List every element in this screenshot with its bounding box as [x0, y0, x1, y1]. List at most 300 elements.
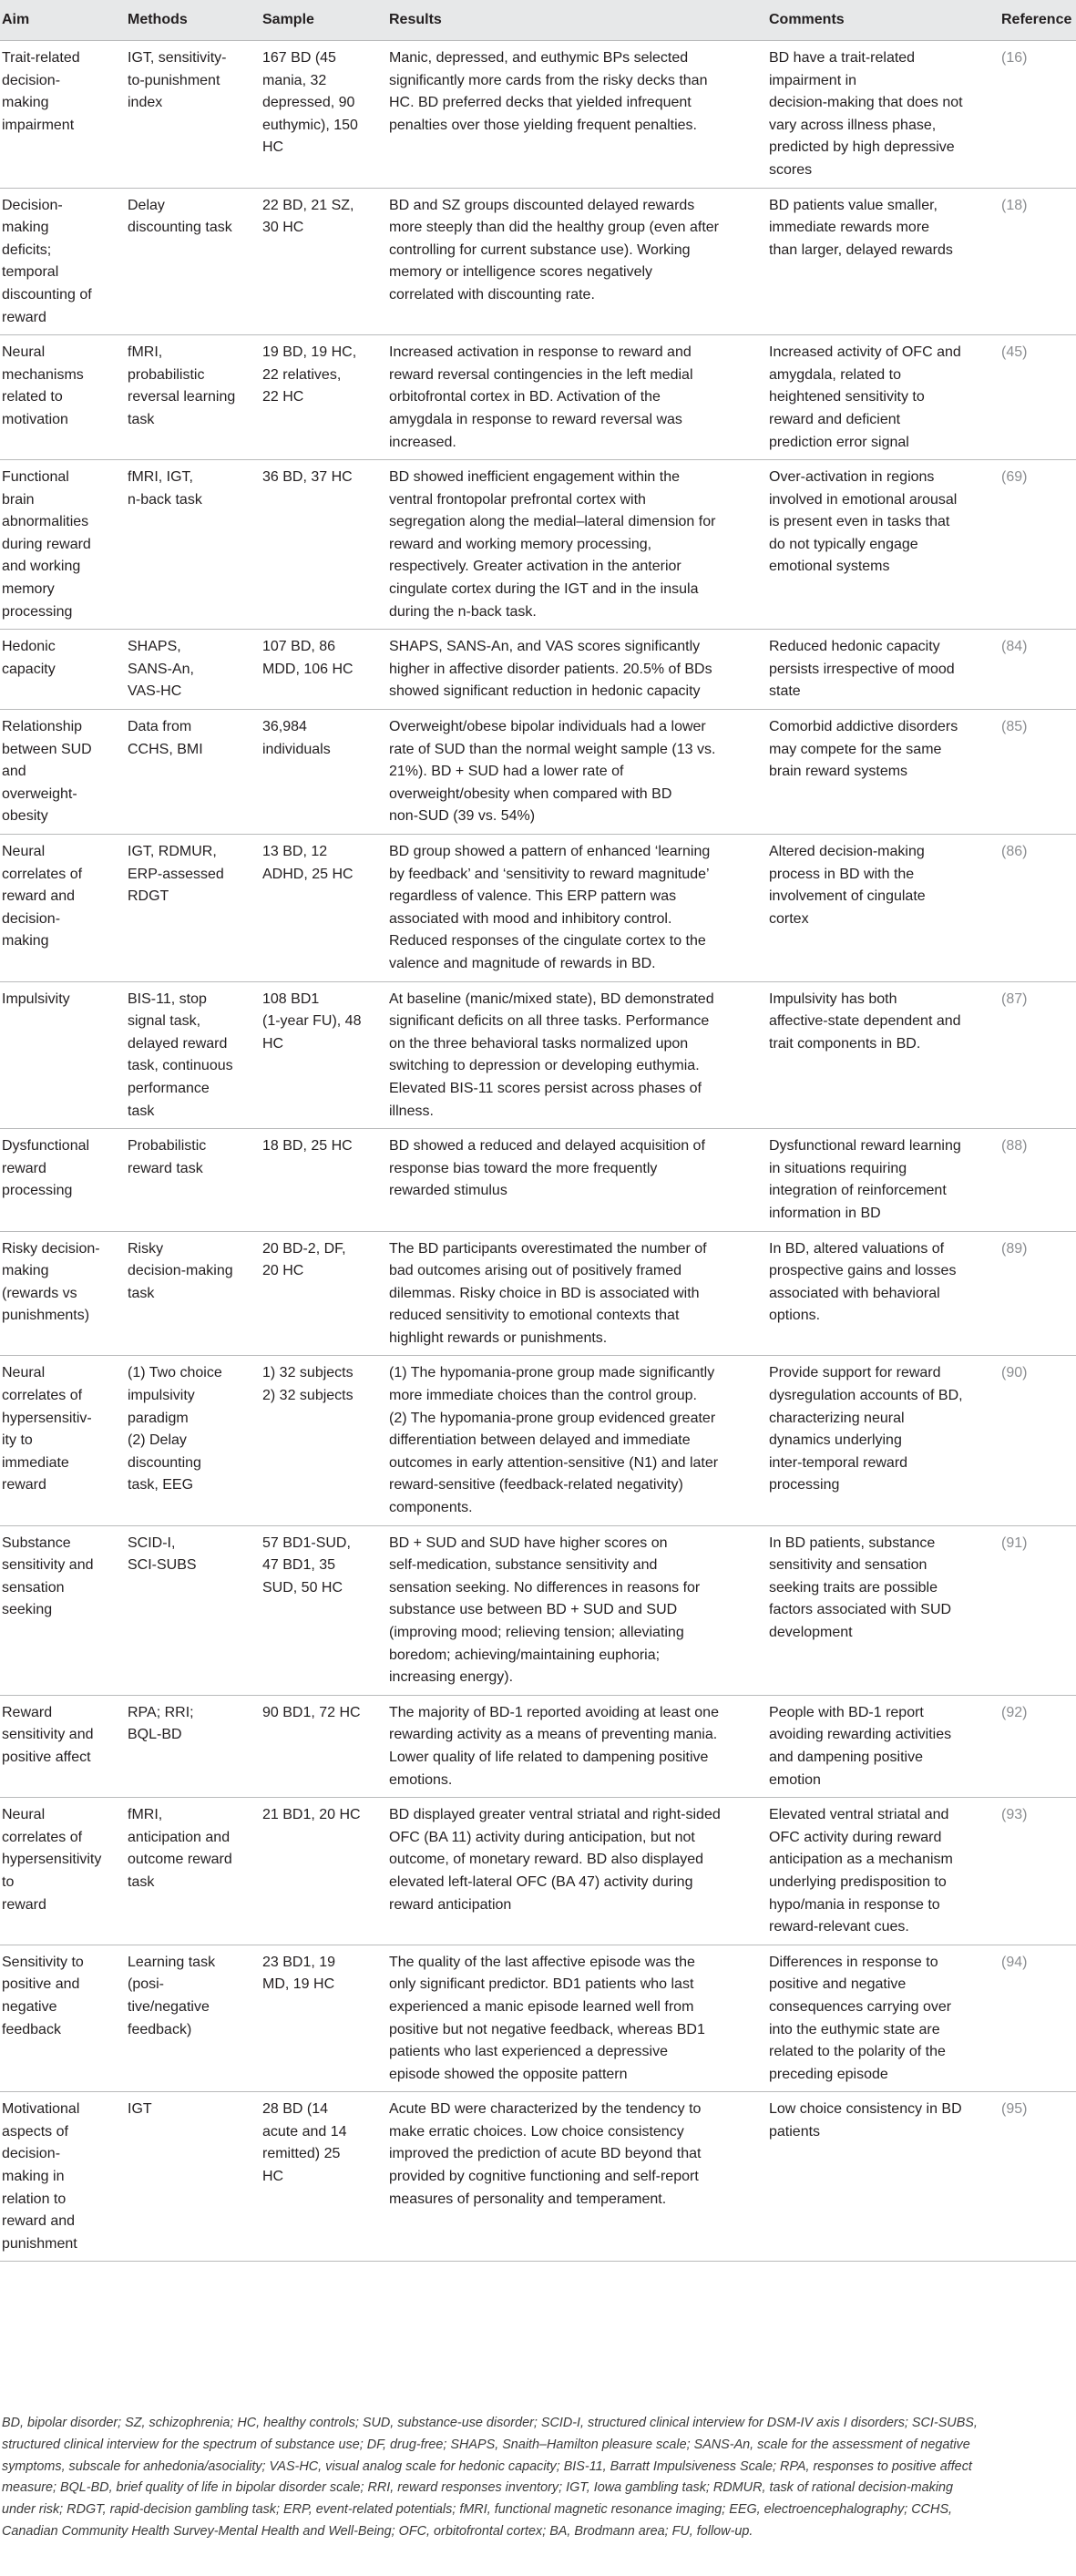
- cell-line: 47 BD1, 35: [262, 1557, 336, 1574]
- cell-methods: [128, 981, 262, 1129]
- cell-line: prediction error signal: [769, 434, 909, 450]
- cell-line: making in: [2, 2169, 65, 2185]
- cell-line: delayed reward: [128, 1035, 228, 1052]
- cell-line: involvement of cingulate: [769, 888, 926, 905]
- table-row: [0, 1231, 1076, 1356]
- cell-line: Hedonic: [2, 639, 56, 655]
- cell-results: [389, 981, 769, 1129]
- cell-reference: (87): [1001, 981, 1076, 1129]
- cell-comments: [769, 1129, 1001, 1231]
- cell-methods: [128, 188, 262, 335]
- table-row: [0, 460, 1076, 630]
- cell-aim: [0, 1945, 128, 2092]
- cell-line: MDD, 106 HC: [262, 661, 354, 677]
- cell-line: decision-: [2, 2146, 61, 2162]
- cell-line: 20 HC: [262, 1263, 304, 1279]
- cell-line: The quality of the last affective episode was the: [389, 1954, 695, 1970]
- cell-line: avoiding rewarding activities: [769, 1727, 952, 1743]
- cell-line: affective-state dependent and: [769, 1013, 961, 1030]
- cell-methods: [128, 1356, 262, 1525]
- cell-line: to-punishment: [128, 72, 220, 88]
- cell-line: punishment: [2, 2235, 77, 2252]
- cell-line: impairment in: [769, 72, 857, 88]
- cell-line: capacity: [2, 661, 56, 677]
- cell-line: Dysfunctional: [2, 1138, 90, 1155]
- cell-reference: (18): [1001, 188, 1076, 335]
- cell-line: mania, 32: [262, 72, 327, 88]
- cell-line: task: [128, 1873, 155, 1890]
- cell-results: [389, 1231, 769, 1356]
- cell-line: amygdala in response to reward reversal was: [389, 411, 682, 427]
- cell-comments: [769, 1231, 1001, 1356]
- cell-line: trait components in BD.: [769, 1035, 921, 1052]
- cell-line: Data from: [128, 719, 192, 735]
- cell-results: [389, 1525, 769, 1695]
- cell-line: impairment: [2, 117, 75, 133]
- cell-line: patients who last experienced a depressive: [389, 2044, 668, 2060]
- cell-line: abnormalities: [2, 514, 89, 530]
- cell-methods: [128, 1525, 262, 1695]
- cell-line: correlates of: [2, 1829, 83, 1845]
- cell-sample: [262, 41, 389, 189]
- cell-line: rate of SUD than the normal weight sample (13 vs.: [389, 741, 716, 757]
- cell-aim: [0, 1231, 128, 1356]
- cell-line: paradigm: [128, 1410, 189, 1426]
- cell-line: OFC (BA 11) activity during anticipation, but not: [389, 1829, 695, 1845]
- cell-sample: [262, 1695, 389, 1797]
- cell-line: Increased activity of OFC and: [769, 344, 961, 361]
- cell-aim: [0, 1129, 128, 1231]
- cell-line: discounting task: [128, 220, 232, 236]
- cell-line: task, EEG: [128, 1477, 194, 1493]
- cell-line: positive and: [2, 1976, 80, 1993]
- cell-line: (2) Delay: [128, 1432, 187, 1449]
- cell-line: and working: [2, 559, 81, 575]
- cell-results: [389, 2092, 769, 2262]
- cell-line: Risky decision-: [2, 1240, 100, 1257]
- cell-line: reduced sensitivity to emotional contexts that: [389, 1308, 680, 1324]
- table-row: [0, 981, 1076, 1129]
- cell-line: Relationship: [2, 719, 83, 735]
- cell-results: [389, 1945, 769, 2092]
- cell-line: during the n-back task.: [389, 603, 537, 620]
- cell-line: higher in affective disorder patients. 20.5% of BDs: [389, 661, 712, 677]
- cell-reference: (84): [1001, 630, 1076, 710]
- cell-sample: [262, 981, 389, 1129]
- cell-line: sensitivity and: [2, 1727, 94, 1743]
- cell-line: task: [128, 1103, 155, 1119]
- cell-line: measures of personality and temperament.: [389, 2191, 667, 2207]
- cell-line: to: [2, 1873, 15, 1890]
- cell-line: ity to: [2, 1432, 33, 1449]
- cell-line: In BD patients, substance: [769, 1534, 936, 1551]
- cell-sample: [262, 710, 389, 835]
- cell-line: Learning task: [128, 1954, 216, 1970]
- cell-line: signal task,: [128, 1013, 201, 1030]
- cell-line: ventral frontopolar prefrontal cortex with: [389, 491, 646, 508]
- cell-sample: [262, 335, 389, 460]
- cell-line: depressed, 90: [262, 95, 355, 111]
- cell-line: IGT, RDMUR,: [128, 844, 217, 859]
- cell-line: cingulate cortex during the IGT and in the insula: [389, 581, 699, 598]
- cell-line: between SUD: [2, 741, 92, 757]
- cell-line: At baseline (manic/mixed state), BD demonstrated: [389, 990, 714, 1007]
- cell-line: task: [128, 411, 155, 427]
- cell-reference: (92): [1001, 1695, 1076, 1797]
- cell-line: reward-sensitive (feedback-related negativity): [389, 1477, 683, 1493]
- cell-results: [389, 1129, 769, 1231]
- cell-line: BD + SUD and SUD have higher scores on: [389, 1534, 668, 1551]
- cell-line: during reward: [2, 536, 91, 552]
- cell-sample: [262, 630, 389, 710]
- cell-comments: [769, 1798, 1001, 1945]
- cell-line: euthymic), 150: [262, 117, 358, 133]
- cell-line: prospective gains and losses: [769, 1263, 957, 1279]
- cell-reference: (16): [1001, 41, 1076, 189]
- cell-line: penalties over those yielding frequent penalties.: [389, 117, 697, 133]
- cell-line: discounting of: [2, 286, 92, 303]
- cell-line: increasing energy).: [389, 1669, 514, 1686]
- cell-sample: [262, 835, 389, 982]
- cell-line: HC: [262, 2169, 284, 2185]
- cell-line: remitted) 25: [262, 2146, 341, 2162]
- cell-line: significant deficits on all three tasks. Performance: [389, 1013, 710, 1030]
- cell-line: In BD, altered valuations of: [769, 1240, 945, 1257]
- cell-line: seeking traits are possible: [769, 1579, 938, 1596]
- cell-results: [389, 460, 769, 630]
- cell-comments: [769, 1695, 1001, 1797]
- cell-line: BD showed inefficient engagement within the: [389, 469, 681, 486]
- cell-line: SHAPS, SANS-An, and VAS scores significantly: [389, 639, 701, 655]
- cell-line: than larger, delayed rewards: [769, 241, 953, 258]
- cell-line: impulsivity: [128, 1388, 195, 1404]
- cell-line: motivation: [2, 411, 68, 427]
- cell-line: ERP-assessed: [128, 866, 224, 882]
- cell-line: task, continuous: [128, 1058, 233, 1074]
- cell-line: Reward: [2, 1704, 53, 1720]
- cell-line: punishments): [2, 1308, 90, 1324]
- cell-comments: [769, 1356, 1001, 1525]
- cell-line: illness.: [389, 1103, 434, 1119]
- cell-line: Differences in response to: [769, 1954, 938, 1970]
- cell-line: anticipation and: [128, 1829, 231, 1845]
- cell-line: into the euthymic state are: [769, 2021, 940, 2037]
- footnote-line: symptoms, subscale for anhedonia/asociality; VAS-HC, visual analog scale for hedonic capacity; BIS-11, Barratt Impulsiveness Scale; RPA, responses to positive affect: [2, 2458, 972, 2474]
- cell-sample: [262, 1525, 389, 1695]
- cell-reference: (89): [1001, 1231, 1076, 1356]
- cell-line: The BD participants overestimated the number of: [389, 1240, 707, 1257]
- cell-reference: (91): [1001, 1525, 1076, 1695]
- cell-line: Delay: [128, 197, 165, 213]
- cell-line: seeking: [2, 1602, 53, 1618]
- cell-line: Acute BD were characterized by the tendency to: [389, 2101, 702, 2118]
- cell-line: The majority of BD-1 reported avoiding at least one: [389, 1704, 719, 1720]
- cell-line: temporal: [2, 264, 59, 281]
- cell-line: factors associated with SUD: [769, 1602, 952, 1618]
- cell-line: IGT: [128, 2101, 152, 2118]
- cell-results: [389, 41, 769, 189]
- cell-line: SHAPS,: [128, 639, 181, 655]
- table-row: [0, 835, 1076, 982]
- cell-line: underlying predisposition to: [769, 1873, 947, 1890]
- table-footnote: [2, 2413, 1073, 2543]
- cell-line: immediate: [2, 1454, 69, 1471]
- cell-line: Impulsivity: [2, 990, 70, 1007]
- cell-line: discounting: [128, 1454, 201, 1471]
- cell-line: 18 BD, 25 HC: [262, 1138, 353, 1155]
- cell-line: (improving mood; relieving tension; alleviating: [389, 1625, 684, 1640]
- header-methods: Methods: [128, 0, 262, 41]
- table-row: [0, 1695, 1076, 1797]
- header-comments: Comments: [769, 0, 1001, 41]
- cell-line: scores: [769, 161, 813, 178]
- cell-line: task: [128, 1285, 155, 1301]
- cell-comments: [769, 1945, 1001, 2092]
- cell-line: switching to depression or developing euthymia.: [389, 1058, 700, 1074]
- cell-results: [389, 1695, 769, 1797]
- cell-line: rewarded stimulus: [389, 1183, 507, 1199]
- cell-results: [389, 335, 769, 460]
- cell-line: processing: [2, 603, 73, 620]
- cell-line: is present even in tasks that: [769, 514, 950, 530]
- cell-results: [389, 630, 769, 710]
- cell-line: processing: [769, 1477, 840, 1493]
- cell-line: overweight-: [2, 785, 77, 802]
- cell-line: tive/negative: [128, 1998, 210, 2015]
- cell-sample: [262, 1231, 389, 1356]
- cell-line: orbitofrontal cortex in BD. Activation of the: [389, 389, 661, 405]
- cell-line: BD showed a reduced and delayed acquisition of: [389, 1138, 705, 1155]
- cell-line: decision-making that does not: [769, 95, 963, 111]
- cell-line: obesity: [2, 808, 48, 825]
- cell-line: state: [769, 683, 801, 700]
- cell-line: dynamics underlying: [769, 1432, 902, 1449]
- cell-results: [389, 1356, 769, 1525]
- cell-methods: [128, 335, 262, 460]
- cell-aim: [0, 835, 128, 982]
- cell-line: (rewards vs: [2, 1285, 77, 1301]
- cell-line: related to: [2, 389, 63, 405]
- cell-line: Decision-: [2, 197, 63, 213]
- cell-line: inter-temporal reward: [769, 1454, 908, 1471]
- cell-line: predicted by high depressive: [769, 139, 955, 156]
- cell-line: self-medication, substance sensitivity and: [389, 1557, 658, 1574]
- cell-line: Elevated ventral striatal and: [769, 1807, 949, 1823]
- table-row: [0, 1945, 1076, 2092]
- cell-line: reward and: [2, 888, 76, 905]
- cell-line: related to the polarity of the: [769, 2044, 946, 2060]
- cell-line: memory: [2, 581, 55, 598]
- cell-line: overweight/obesity when compared with BD: [389, 785, 672, 802]
- cell-line: Probabilistic: [128, 1138, 207, 1155]
- cell-line: correlates of: [2, 866, 83, 882]
- cell-comments: [769, 1525, 1001, 1695]
- cell-line: emotions.: [389, 1771, 453, 1788]
- cell-line: 19 BD, 19 HC,: [262, 344, 357, 361]
- cell-line: 167 BD (45: [262, 50, 336, 66]
- cell-line: HC: [262, 1035, 284, 1052]
- cell-reference: (45): [1001, 335, 1076, 460]
- cell-methods: [128, 2092, 262, 2262]
- cell-sample: [262, 2092, 389, 2262]
- cell-line: aspects of: [2, 2123, 68, 2140]
- cell-line: n-back task: [128, 491, 202, 508]
- cell-line: Overweight/obese bipolar individuals had a lower: [389, 719, 706, 735]
- cell-line: elevated left-lateral OFC (BA 47) activity during: [389, 1873, 693, 1890]
- cell-line: Low choice consistency in BD: [769, 2101, 962, 2118]
- cell-line: reward and deficient: [769, 411, 901, 427]
- cell-reference: (69): [1001, 460, 1076, 630]
- cell-line: Impulsivity has both: [769, 990, 897, 1007]
- cell-line: controlling for current substance use). Working: [389, 241, 691, 258]
- cell-line: segregation along the medial–lateral dimension for: [389, 514, 716, 530]
- header-row: [0, 0, 1076, 41]
- cell-line: BD patients value smaller,: [769, 197, 938, 213]
- header-sample: Sample: [262, 0, 389, 41]
- cell-line: OFC activity during reward: [769, 1829, 942, 1845]
- cell-line: 22 relatives,: [262, 366, 342, 383]
- cell-line: memory or intelligence scores negatively: [389, 264, 653, 281]
- cell-line: sensitivity and sensation: [769, 1557, 927, 1574]
- cell-line: feedback): [128, 2021, 192, 2037]
- cell-line: 36,984: [262, 719, 307, 735]
- cell-line: deficits;: [2, 241, 52, 258]
- cell-line: showed significant reduction in hedonic capacity: [389, 683, 701, 700]
- cell-line: (1-year FU), 48: [262, 1013, 362, 1030]
- cell-line: 22 BD, 21 SZ,: [262, 197, 354, 213]
- cell-line: Neural: [2, 844, 46, 859]
- cell-line: feedback: [2, 2021, 61, 2037]
- cell-comments: [769, 41, 1001, 189]
- cell-sample: [262, 1945, 389, 2092]
- cell-line: bad outcomes arising out of positively framed: [389, 1263, 682, 1279]
- cell-line: outcome, of monetary reward. BD also displayed: [389, 1852, 704, 1868]
- cell-line: respectively. Greater activation in the anterior: [389, 559, 681, 575]
- cell-line: vary across illness phase,: [769, 117, 937, 133]
- footnote-line: under risk; RDGT, rapid-decision gambling task; ERP, event-related potentials; fMRI, functional magnetic resonance imaging; EEG, electroencephalography; CCHS,: [2, 2502, 953, 2518]
- cell-line: CCHS, BMI: [128, 741, 203, 757]
- cell-aim: [0, 460, 128, 630]
- cell-sample: [262, 188, 389, 335]
- header-results: Results: [389, 0, 769, 41]
- cell-line: integration of reinforcement: [769, 1183, 947, 1199]
- cell-line: correlates of: [2, 1388, 83, 1404]
- cell-line: SCI-SUBS: [128, 1557, 197, 1574]
- cell-reference: (93): [1001, 1798, 1076, 1945]
- cell-line: significantly more cards from the risky decks than: [389, 72, 708, 88]
- cell-line: outcomes in early attention-sensitive (N1) and later: [389, 1454, 719, 1471]
- cell-line: reward reversal contingencies in the left medial: [389, 366, 693, 383]
- cell-line: in situations requiring: [769, 1160, 907, 1176]
- cell-line: relation to: [2, 2191, 67, 2207]
- cell-line: HC: [262, 139, 284, 156]
- cell-line: sensation: [2, 1579, 65, 1596]
- cell-line: SCID-I,: [128, 1534, 176, 1551]
- cell-line: positive but not negative feedback, whereas BD1: [389, 2021, 705, 2037]
- cell-line: increased.: [389, 434, 456, 450]
- header-reference: Reference: [1001, 0, 1076, 41]
- cell-line: making: [2, 1263, 49, 1279]
- cell-line: development: [769, 1625, 853, 1640]
- table-row: [0, 188, 1076, 335]
- cell-line: (posi-: [128, 1976, 165, 1993]
- cell-line: RDGT: [128, 888, 169, 905]
- cell-line: amygdala, related to: [769, 366, 901, 383]
- cell-line: fMRI,: [128, 1807, 163, 1823]
- cell-line: making: [2, 95, 49, 111]
- cell-line: and: [2, 764, 26, 780]
- cell-line: make erratic choices. Low choice consistency: [389, 2123, 684, 2140]
- cell-line: reversal learning: [128, 389, 236, 405]
- cell-aim: [0, 710, 128, 835]
- cell-reference: (94): [1001, 1945, 1076, 2092]
- cell-line: 107 BD, 86: [262, 639, 336, 655]
- table-row: [0, 41, 1076, 189]
- cell-results: [389, 1798, 769, 1945]
- cell-line: HC. BD preferred decks that yielded infrequent: [389, 95, 692, 111]
- cell-line: 2) 32 subjects: [262, 1388, 354, 1404]
- cell-line: (1) Two choice: [128, 1365, 222, 1381]
- cell-line: episode showed the opposite pattern: [389, 2066, 628, 2082]
- cell-aim: [0, 1798, 128, 1945]
- cell-line: process in BD with the: [769, 866, 915, 882]
- cell-line: decision-making: [128, 1263, 233, 1279]
- cell-line: Elevated BIS-11 scores persist across phases of: [389, 1080, 702, 1096]
- cell-line: Lower quality of life related to dampening positive: [389, 1749, 709, 1765]
- cell-line: immediate rewards more: [769, 220, 930, 236]
- cell-line: negative: [2, 1998, 57, 2015]
- cell-line: Comorbid addictive disorders: [769, 719, 958, 735]
- cell-line: performance: [128, 1080, 210, 1096]
- cell-line: more immediate choices than the control group.: [389, 1388, 697, 1404]
- cell-line: 21%). BD + SUD had a lower rate of: [389, 764, 624, 780]
- cell-line: highlight rewards or punishments.: [389, 1329, 608, 1346]
- cell-line: processing: [2, 1183, 73, 1199]
- cell-aim: [0, 1525, 128, 1695]
- cell-line: associated with behavioral: [769, 1285, 940, 1301]
- cell-line: 20 BD-2, DF,: [262, 1240, 346, 1257]
- cell-line: reward and: [2, 2213, 76, 2230]
- cell-line: 57 BD1-SUD,: [262, 1534, 351, 1551]
- cell-sample: [262, 1798, 389, 1945]
- cell-aim: [0, 1356, 128, 1525]
- cell-line: differentiation between delayed and immediate: [389, 1432, 691, 1449]
- cell-aim: [0, 630, 128, 710]
- cell-line: Risky: [128, 1240, 164, 1257]
- cell-line: MD, 19 HC: [262, 1976, 335, 1993]
- cell-line: information in BD: [769, 1205, 881, 1221]
- cell-line: Functional: [2, 469, 69, 486]
- cell-results: [389, 835, 769, 982]
- cell-line: Trait-related: [2, 50, 80, 66]
- cell-line: decision-: [2, 72, 61, 88]
- table-row: [0, 2092, 1076, 2262]
- cell-line: 36 BD, 37 HC: [262, 469, 353, 486]
- cell-line: Neural: [2, 1365, 46, 1381]
- cell-line: 90 BD1, 72 HC: [262, 1704, 361, 1720]
- cell-line: reward task: [128, 1160, 203, 1176]
- cell-methods: [128, 460, 262, 630]
- cell-comments: [769, 335, 1001, 460]
- header-aim: Aim: [0, 0, 128, 41]
- cell-line: emotion: [769, 1771, 821, 1788]
- cell-aim: [0, 335, 128, 460]
- table-header: [0, 0, 1076, 41]
- cell-line: ADHD, 25 HC: [262, 866, 354, 882]
- cell-line: VAS-HC: [128, 683, 182, 700]
- cell-line: hypersensitivity: [2, 1852, 102, 1868]
- cell-line: persists irrespective of mood: [769, 661, 955, 677]
